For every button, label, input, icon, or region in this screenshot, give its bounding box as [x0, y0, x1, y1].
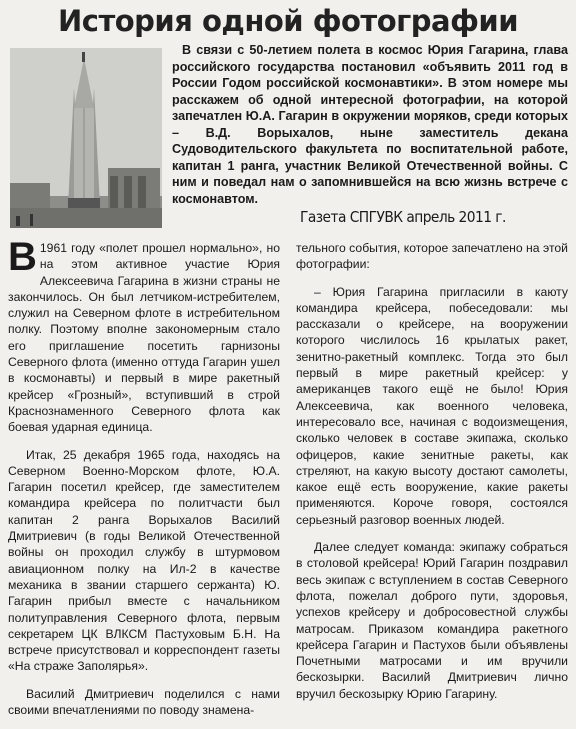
paragraph	[8, 235, 280, 436]
left-column	[8, 235, 280, 729]
rocket-monument-photo	[10, 48, 162, 228]
right-column	[296, 240, 568, 713]
paragraph-text: 1961 году «полет прошел нормально», но на этом активное участие Юрия Алексеевича Гагарина в жизни страны не закончилось. Он был летчиком-истребителем, служил на Северном флоте в истребительном полку. Поэтому вполне закономерным стало его приглашение посетить гарнизоны Северного флота (именно оттуда Гагарин ушел в космонавты) и первый в мире ракетный крейсер «Грозный», вступивший в строй Краснознаменного Северного флота как боевая ударная единица.	[8, 241, 280, 435]
drop-cap: В	[8, 235, 37, 279]
article-title: История одной фотографии	[57, 4, 519, 38]
paragraph: Василий Дмитриевич поделился с нами своими впечатлениями по поводу знамена-	[8, 686, 280, 718]
paragraph: тельного события, которое запечатлено на этой фотографии:	[296, 241, 568, 272]
source-caption: Газета СПГУВК апрель 2011 г.	[300, 208, 506, 226]
rocket-illustration	[10, 48, 162, 228]
paragraph: Итак, 25 декабря 1965 года, находясь на Северном Военно-Морском флоте, Ю.А. Гагарин посетил крейсер, где заместителем командира крейсера по политчасти был капитан 2 ранга Ворыхалов Василий Дмитриевич (в годы Великой Отечественной войны он проходил службу в штурмовом авиационном полку на Ил-2 в качестве механика в звании старшего сержанта) Ю. Гагарин прибыл вместе с начальником политуправления Северного флота, первым секретарем ЦК ВЛКСМ Пастуховым Б.Н. На встрече присутствовал и корреспондент газеты «На страже Заполярья».	[8, 447, 280, 674]
article-lead: В связи с 50-летием полета в космос Юрия Гагарина, глава российского государства постановил «объявить 2011 год в России Годом российской космонавтики». В этом номере мы расскажем об одной интересной фотографии, на которой запечатлен Ю.А. Гагарин в окружении моряков, среди которых – В.Д. Ворыхалов, ныне заместитель декана Судоводительского факультета по воспитательной работе, капитан 1 ранга, участник Великой Отечественной войны. С ним и поведал нам о запомнившейся на всю жизнь встрече с космонавтом.	[172, 43, 568, 206]
paragraph: Далее следует команда: экипажу собраться в столовой крейсера! Юрий Гагарин поздравил весь экипаж с вступлением в состав Северного флота, пожелал доброго пути, здоровья, успехов крейсеру и добросовестной службы матросам. Приказом командира ракетного крейсера Гагарин и Пастухов были объявлены Почетными матросами и им вручили бескозырки. Василий Дмитриевич лично вручил бескозырку Юрию Гагарину.	[296, 540, 568, 701]
paragraph: – Юрия Гагарина пригласили в каюту командира крейсера, побеседовали: мы рассказали о крейсере, на вооружении которого числилось 16 крылатых ракет, зенитно-ракетный комплекс. Тогда это был первый в мире ракетный крейсер: у американцев такого ещё не было! Юрия Алексеевича, как военного человека, интересовало все, начиная с водоизмещения, сколько человек в составе экипажа, сколько офицеров, какие зенитные ракеты, как стреляют, на какую высоту достают самолеты, какое ещё есть вооружение, какие ракеты применяются. Короче говоря, состоялся серьезный разговор военных людей.	[296, 284, 568, 527]
